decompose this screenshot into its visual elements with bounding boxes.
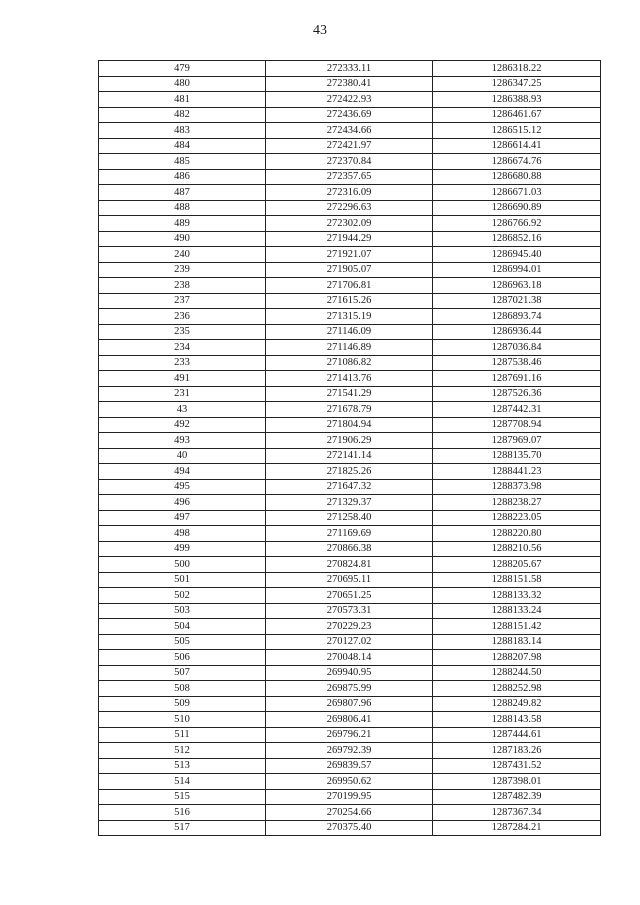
page-number: 43 xyxy=(313,23,327,38)
table-row xyxy=(99,681,601,697)
point-number-cell: 234 xyxy=(99,340,266,356)
y-coordinate-cell: 1286680.88 xyxy=(433,169,601,185)
table-row xyxy=(99,774,601,790)
table-row xyxy=(99,231,601,247)
point-number-cell: 494 xyxy=(99,464,266,480)
y-coordinate-cell: 1286674.76 xyxy=(433,154,601,170)
point-number-cell: 481 xyxy=(99,92,266,108)
x-coordinate-cell: 269807.96 xyxy=(266,696,433,712)
table-row xyxy=(99,324,601,340)
point-number-cell: 510 xyxy=(99,712,266,728)
table-row xyxy=(99,634,601,650)
y-coordinate-cell: 1286671.03 xyxy=(433,185,601,201)
y-coordinate-cell: 1286690.89 xyxy=(433,200,601,216)
table-row xyxy=(99,355,601,371)
point-number-cell: 488 xyxy=(99,200,266,216)
point-number-cell: 501 xyxy=(99,572,266,588)
y-coordinate-cell: 1286936.44 xyxy=(433,324,601,340)
x-coordinate-cell: 270375.40 xyxy=(266,820,433,836)
point-number-cell: 497 xyxy=(99,510,266,526)
table-row xyxy=(99,433,601,449)
table-row xyxy=(99,200,601,216)
y-coordinate-cell: 1287444.61 xyxy=(433,727,601,743)
point-number-cell: 496 xyxy=(99,495,266,511)
point-number-cell: 237 xyxy=(99,293,266,309)
y-coordinate-cell: 1288133.32 xyxy=(433,588,601,604)
table-row xyxy=(99,727,601,743)
table-row xyxy=(99,510,601,526)
y-coordinate-cell: 1287367.34 xyxy=(433,805,601,821)
y-coordinate-cell: 1287482.39 xyxy=(433,789,601,805)
point-number-cell: 513 xyxy=(99,758,266,774)
point-number-cell: 486 xyxy=(99,169,266,185)
table-row xyxy=(99,278,601,294)
x-coordinate-cell: 271315.19 xyxy=(266,309,433,325)
y-coordinate-cell: 1287284.21 xyxy=(433,820,601,836)
y-coordinate-cell: 1288135.70 xyxy=(433,448,601,464)
table-row xyxy=(99,572,601,588)
y-coordinate-cell: 1287398.01 xyxy=(433,774,601,790)
point-number-cell: 485 xyxy=(99,154,266,170)
table-row xyxy=(99,743,601,759)
x-coordinate-cell: 271647.32 xyxy=(266,479,433,495)
point-number-cell: 493 xyxy=(99,433,266,449)
x-coordinate-cell: 270573.31 xyxy=(266,603,433,619)
point-number-cell: 495 xyxy=(99,479,266,495)
table-row xyxy=(99,526,601,542)
table-row xyxy=(99,758,601,774)
y-coordinate-cell: 1288244.50 xyxy=(433,665,601,681)
x-coordinate-cell: 271146.89 xyxy=(266,340,433,356)
y-coordinate-cell: 1288223.05 xyxy=(433,510,601,526)
point-number-cell: 499 xyxy=(99,541,266,557)
x-coordinate-cell: 272434.66 xyxy=(266,123,433,139)
y-coordinate-cell: 1288133.24 xyxy=(433,603,601,619)
point-number-cell: 515 xyxy=(99,789,266,805)
y-coordinate-cell: 1288151.42 xyxy=(433,619,601,635)
x-coordinate-cell: 271541.29 xyxy=(266,386,433,402)
table-row xyxy=(99,154,601,170)
point-number-cell: 506 xyxy=(99,650,266,666)
table-row xyxy=(99,309,601,325)
x-coordinate-cell: 270199.95 xyxy=(266,789,433,805)
y-coordinate-cell: 1287526.36 xyxy=(433,386,601,402)
point-number-cell: 231 xyxy=(99,386,266,402)
table-row xyxy=(99,402,601,418)
x-coordinate-cell: 272316.09 xyxy=(266,185,433,201)
point-number-cell: 484 xyxy=(99,138,266,154)
y-coordinate-cell: 1286461.67 xyxy=(433,107,601,123)
x-coordinate-cell: 271678.79 xyxy=(266,402,433,418)
y-coordinate-cell: 1287021.38 xyxy=(433,293,601,309)
point-number-cell: 508 xyxy=(99,681,266,697)
table-row xyxy=(99,557,601,573)
table-row xyxy=(99,712,601,728)
point-number-cell: 509 xyxy=(99,696,266,712)
x-coordinate-cell: 269875.99 xyxy=(266,681,433,697)
point-number-cell: 480 xyxy=(99,76,266,92)
y-coordinate-cell: 1286318.22 xyxy=(433,61,601,77)
y-coordinate-cell: 1286515.12 xyxy=(433,123,601,139)
table-row xyxy=(99,293,601,309)
x-coordinate-cell: 272141.14 xyxy=(266,448,433,464)
y-coordinate-cell: 1287969.07 xyxy=(433,433,601,449)
table-row xyxy=(99,479,601,495)
table-row xyxy=(99,216,601,232)
y-coordinate-cell: 1288143.58 xyxy=(433,712,601,728)
x-coordinate-cell: 271329.37 xyxy=(266,495,433,511)
table-row xyxy=(99,805,601,821)
table-row xyxy=(99,588,601,604)
point-number-cell: 516 xyxy=(99,805,266,821)
x-coordinate-cell: 272333.11 xyxy=(266,61,433,77)
x-coordinate-cell: 272380.41 xyxy=(266,76,433,92)
x-coordinate-cell: 269950.62 xyxy=(266,774,433,790)
x-coordinate-cell: 270229.23 xyxy=(266,619,433,635)
y-coordinate-cell: 1287708.94 xyxy=(433,417,601,433)
x-coordinate-cell: 269940.95 xyxy=(266,665,433,681)
table-row xyxy=(99,107,601,123)
table-row xyxy=(99,603,601,619)
x-coordinate-cell: 271921.07 xyxy=(266,247,433,263)
y-coordinate-cell: 1287183.26 xyxy=(433,743,601,759)
y-coordinate-cell: 1288238.27 xyxy=(433,495,601,511)
x-coordinate-cell: 270127.02 xyxy=(266,634,433,650)
x-coordinate-cell: 269806.41 xyxy=(266,712,433,728)
point-number-cell: 504 xyxy=(99,619,266,635)
table-row xyxy=(99,789,601,805)
y-coordinate-cell: 1288220.80 xyxy=(433,526,601,542)
point-number-cell: 238 xyxy=(99,278,266,294)
point-number-cell: 489 xyxy=(99,216,266,232)
x-coordinate-cell: 272357.65 xyxy=(266,169,433,185)
point-number-cell: 512 xyxy=(99,743,266,759)
table-row xyxy=(99,495,601,511)
point-number-cell: 487 xyxy=(99,185,266,201)
x-coordinate-cell: 272296.63 xyxy=(266,200,433,216)
x-coordinate-cell: 271169.69 xyxy=(266,526,433,542)
y-coordinate-cell: 1286614.41 xyxy=(433,138,601,154)
table-row xyxy=(99,371,601,387)
point-number-cell: 503 xyxy=(99,603,266,619)
table-row xyxy=(99,247,601,263)
table-row xyxy=(99,76,601,92)
point-number-cell: 498 xyxy=(99,526,266,542)
table-row xyxy=(99,92,601,108)
y-coordinate-cell: 1286945.40 xyxy=(433,247,601,263)
table-row xyxy=(99,448,601,464)
x-coordinate-cell: 272302.09 xyxy=(266,216,433,232)
table-row xyxy=(99,386,601,402)
x-coordinate-cell: 272370.84 xyxy=(266,154,433,170)
point-number-cell: 500 xyxy=(99,557,266,573)
y-coordinate-cell: 1288249.82 xyxy=(433,696,601,712)
table-row xyxy=(99,665,601,681)
x-coordinate-cell: 271944.29 xyxy=(266,231,433,247)
x-coordinate-cell: 269839.57 xyxy=(266,758,433,774)
point-number-cell: 517 xyxy=(99,820,266,836)
x-coordinate-cell: 270866.38 xyxy=(266,541,433,557)
y-coordinate-cell: 1286347.25 xyxy=(433,76,601,92)
table-row xyxy=(99,417,601,433)
y-coordinate-cell: 1286388.93 xyxy=(433,92,601,108)
y-coordinate-cell: 1288210.56 xyxy=(433,541,601,557)
x-coordinate-cell: 270254.66 xyxy=(266,805,433,821)
y-coordinate-cell: 1288151.58 xyxy=(433,572,601,588)
x-coordinate-cell: 271413.76 xyxy=(266,371,433,387)
y-coordinate-cell: 1287538.46 xyxy=(433,355,601,371)
table-row xyxy=(99,619,601,635)
point-number-cell: 239 xyxy=(99,262,266,278)
x-coordinate-cell: 271258.40 xyxy=(266,510,433,526)
x-coordinate-cell: 270824.81 xyxy=(266,557,433,573)
x-coordinate-cell: 271086.82 xyxy=(266,355,433,371)
x-coordinate-cell: 271804.94 xyxy=(266,417,433,433)
point-number-cell: 233 xyxy=(99,355,266,371)
point-number-cell: 483 xyxy=(99,123,266,139)
x-coordinate-cell: 271706.81 xyxy=(266,278,433,294)
y-coordinate-cell: 1288183.14 xyxy=(433,634,601,650)
table-row xyxy=(99,650,601,666)
table-row xyxy=(99,541,601,557)
y-coordinate-cell: 1287431.52 xyxy=(433,758,601,774)
x-coordinate-cell: 271905.07 xyxy=(266,262,433,278)
y-coordinate-cell: 1286893.74 xyxy=(433,309,601,325)
point-number-cell: 505 xyxy=(99,634,266,650)
point-number-cell: 507 xyxy=(99,665,266,681)
table-row xyxy=(99,185,601,201)
x-coordinate-cell: 272436.69 xyxy=(266,107,433,123)
point-number-cell: 235 xyxy=(99,324,266,340)
point-number-cell: 490 xyxy=(99,231,266,247)
point-number-cell: 236 xyxy=(99,309,266,325)
x-coordinate-cell: 269792.39 xyxy=(266,743,433,759)
point-number-cell: 502 xyxy=(99,588,266,604)
y-coordinate-cell: 1288373.98 xyxy=(433,479,601,495)
y-coordinate-cell: 1286852.16 xyxy=(433,231,601,247)
point-number-cell: 492 xyxy=(99,417,266,433)
coordinates-table-body xyxy=(99,61,601,836)
y-coordinate-cell: 1288252.98 xyxy=(433,681,601,697)
x-coordinate-cell: 270695.11 xyxy=(266,572,433,588)
point-number-cell: 479 xyxy=(99,61,266,77)
y-coordinate-cell: 1287036.84 xyxy=(433,340,601,356)
table-row xyxy=(99,61,601,77)
y-coordinate-cell: 1286994.01 xyxy=(433,262,601,278)
point-number-cell: 511 xyxy=(99,727,266,743)
table-row xyxy=(99,464,601,480)
table-row xyxy=(99,138,601,154)
table-row xyxy=(99,340,601,356)
table-row xyxy=(99,123,601,139)
y-coordinate-cell: 1288205.67 xyxy=(433,557,601,573)
point-number-cell: 491 xyxy=(99,371,266,387)
x-coordinate-cell: 272421.97 xyxy=(266,138,433,154)
coordinates-table xyxy=(98,60,601,836)
point-number-cell: 482 xyxy=(99,107,266,123)
x-coordinate-cell: 269796.21 xyxy=(266,727,433,743)
x-coordinate-cell: 271146.09 xyxy=(266,324,433,340)
point-number-cell: 43 xyxy=(99,402,266,418)
table-row xyxy=(99,169,601,185)
y-coordinate-cell: 1287442.31 xyxy=(433,402,601,418)
y-coordinate-cell: 1286963.18 xyxy=(433,278,601,294)
x-coordinate-cell: 270048.14 xyxy=(266,650,433,666)
table-row xyxy=(99,262,601,278)
x-coordinate-cell: 270651.25 xyxy=(266,588,433,604)
y-coordinate-cell: 1286766.92 xyxy=(433,216,601,232)
point-number-cell: 514 xyxy=(99,774,266,790)
point-number-cell: 240 xyxy=(99,247,266,263)
x-coordinate-cell: 271615.26 xyxy=(266,293,433,309)
y-coordinate-cell: 1287691.16 xyxy=(433,371,601,387)
y-coordinate-cell: 1288441.23 xyxy=(433,464,601,480)
point-number-cell: 40 xyxy=(99,448,266,464)
x-coordinate-cell: 271825.26 xyxy=(266,464,433,480)
table-row xyxy=(99,696,601,712)
y-coordinate-cell: 1288207.98 xyxy=(433,650,601,666)
x-coordinate-cell: 271906.29 xyxy=(266,433,433,449)
table-row xyxy=(99,820,601,836)
x-coordinate-cell: 272422.93 xyxy=(266,92,433,108)
